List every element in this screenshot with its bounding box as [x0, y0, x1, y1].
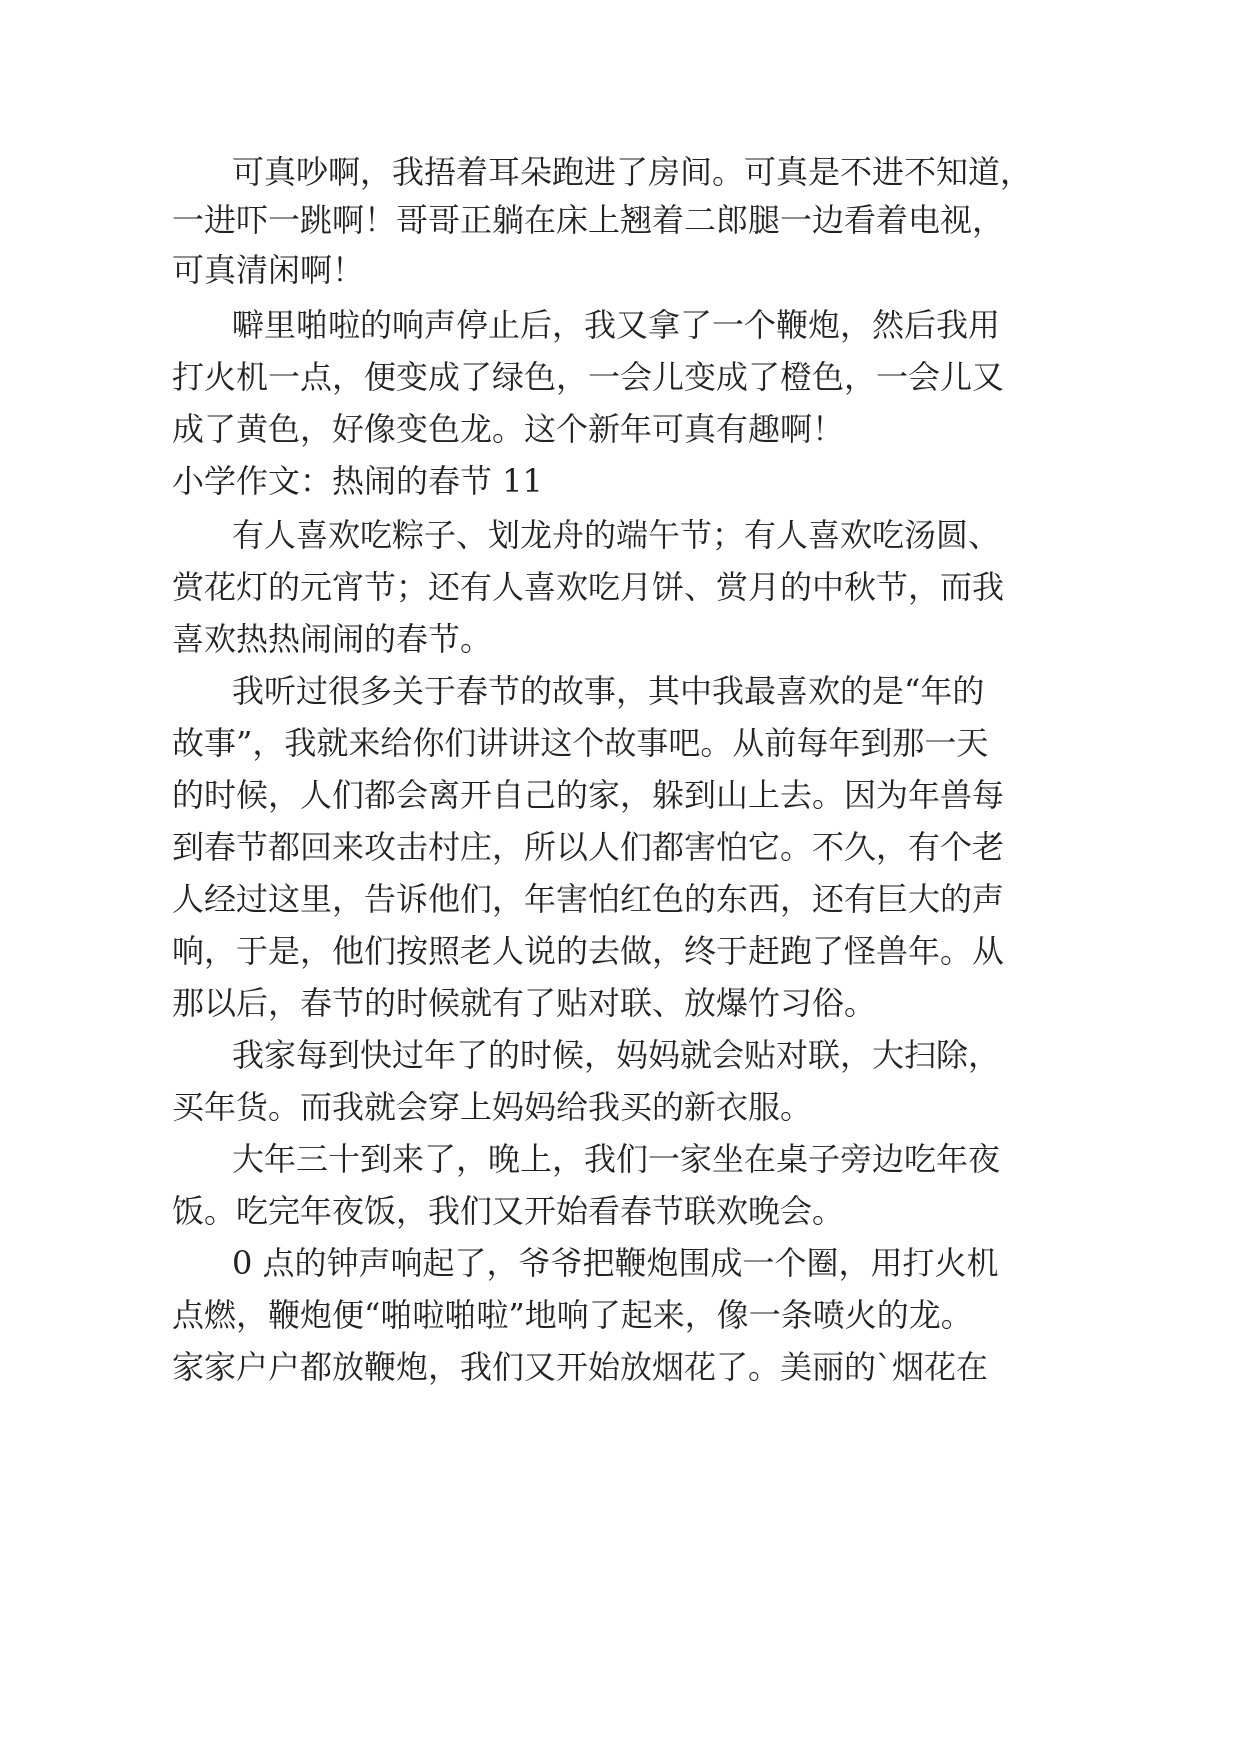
section-heading-text: 小学作文：热闹的春节 11: [172, 462, 543, 500]
text-line-content: 有人喜欢吃粽子、划龙舟的端午节；有人喜欢吃汤圆、: [232, 516, 1001, 554]
text-line-content: 响，于是，他们按照老人说的去做，终于赶跑了怪兽年。从: [172, 932, 1005, 970]
text-line-content: 人经过这里，告诉他们，年害怕红色的东西，还有巨大的声: [172, 880, 1005, 918]
text-line: [232, 152, 1033, 192]
text-line: [172, 567, 1005, 607]
text-line-content: 噼里啪啦的响声停止后，我又拿了一个鞭炮，然后我用: [232, 306, 1001, 344]
text-line: [172, 931, 1005, 971]
text-line: [172, 619, 493, 659]
text-line-content: 喜欢热热闹闹的春节。: [172, 620, 493, 658]
text-line: [172, 983, 877, 1023]
text-line-content: 0 点的钟声响起了，爷爷把鞭炮围成一个圈，用打火机: [232, 1244, 999, 1282]
text-line-content: 点燃，鞭炮便“啪啦啪啦”地响了起来，像一条喷火的龙。: [172, 1296, 973, 1334]
text-line: [172, 357, 1005, 397]
text-line-content: 大年三十到来了，晚上，我们一家坐在桌子旁边吃年夜: [232, 1140, 1001, 1178]
text-line-content: 我听过很多关于春节的故事，其中我最喜欢的是“年的: [232, 672, 985, 710]
text-line-content: 一进吓一跳啊！哥哥正躺在床上翘着二郎腿一边看着电视，: [172, 201, 1005, 239]
text-line-content: 家家户户都放鞭炮，我们又开始放烟花了。美丽的`烟花在: [172, 1348, 989, 1386]
section-heading: [172, 461, 543, 501]
text-line-content: 可真吵啊，我捂着耳朵跑进了房间。可真是不进不知道，: [232, 153, 1033, 191]
text-line-content: 我家每到快过年了的时候，妈妈就会贴对联，大扫除，: [232, 1036, 1001, 1074]
text-line: [172, 1295, 973, 1335]
text-line: [172, 250, 365, 290]
text-line-content: 成了黄色，好像变色龙。这个新年可真有趣啊！: [172, 410, 845, 448]
text-line: [172, 827, 1005, 867]
text-line-content: 赏花灯的元宵节；还有人喜欢吃月饼、赏月的中秋节，而我: [172, 568, 1005, 606]
text-line-content: 到春节都回来攻击村庄，所以人们都害怕它。不久，有个老: [172, 828, 1005, 866]
text-line-content: 那以后，春节的时候就有了贴对联、放爆竹习俗。: [172, 984, 877, 1022]
text-line: [232, 1243, 999, 1283]
text-line: [172, 1191, 845, 1231]
text-line: [172, 200, 1005, 240]
text-line: [172, 775, 1005, 815]
text-line: [232, 515, 1001, 555]
text-line: [172, 409, 845, 449]
text-line-content: 可真清闲啊！: [172, 251, 365, 289]
text-line: [172, 879, 1005, 919]
text-line-content: 饭。吃完年夜饭，我们又开始看春节联欢晚会。: [172, 1192, 845, 1230]
text-line: [172, 723, 989, 763]
text-line: [232, 1035, 1001, 1075]
text-line: [172, 1347, 989, 1387]
text-line-content: 买年货。而我就会穿上妈妈给我买的新衣服。: [172, 1088, 813, 1126]
text-line: [232, 1139, 1001, 1179]
text-line: [172, 1087, 813, 1127]
text-line: [232, 305, 1001, 345]
text-line-content: 打火机一点，便变成了绿色，一会儿变成了橙色，一会儿又: [172, 358, 1005, 396]
text-line-content: 故事”，我就来给你们讲讲这个故事吧。从前每年到那一天: [172, 724, 989, 762]
text-line-content: 的时候，人们都会离开自己的家，躲到山上去。因为年兽每: [172, 776, 1005, 814]
text-line: [232, 671, 985, 711]
